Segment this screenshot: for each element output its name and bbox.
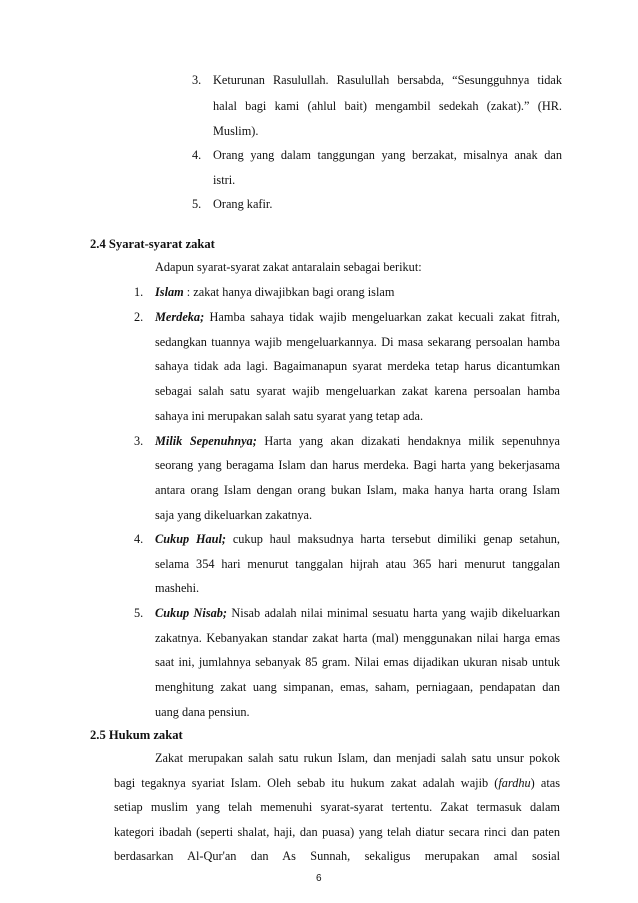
list-line: Orang yang dalam tanggungan yang berzakat, misalnya anak dan [213, 148, 562, 162]
section-intro: Adapun syarat-syarat zakat antaralain sebagai berikut: [155, 260, 422, 274]
list-line: saat ini, jumlahnya sebanyak 85 gram. Nilai emas dijadikan ukuran nisab untuk [155, 655, 560, 669]
list-line: Keturunan Rasulullah. Rasulullah bersabda, “Sesungguhnya tidak [213, 73, 562, 87]
term: Islam [155, 285, 184, 299]
term: Milik Sepenuhnya; [155, 434, 257, 448]
list-number: 4. [134, 532, 144, 546]
list-line: sedangkan tuannya wajib mengeluarkannya. Di masa sekarang persoalan hamba [155, 335, 560, 349]
list-line: Orang kafir. [213, 197, 273, 211]
list-line [155, 433, 560, 449]
paragraph-line: Zakat merupakan salah satu rukun Islam, dan menjadi salah satu unsur pokok [155, 751, 560, 765]
list-number: 2. [134, 310, 144, 324]
list-line [155, 284, 394, 300]
paragraph-line: berdasarkan Al-Qur'an dan As Sunnah, sekaligus merupakan amal sosial [114, 849, 560, 863]
separator: : [183, 285, 194, 299]
list-line: uang dana pensiun. [155, 705, 250, 719]
list-line: selama 354 hari menurut tanggalan hijrah atau 365 hari menurut tanggalan [155, 557, 560, 571]
list-number: 1. [134, 285, 144, 299]
section-heading: 2.4 Syarat-syarat zakat [90, 237, 215, 251]
list-number: 3. [192, 73, 202, 87]
list-line: antara orang Islam dengan orang bukan Islam, maka hanya harta orang Islam [155, 483, 560, 497]
text: cukup haul maksudnya harta tersebut dimiliki genap setahun, [232, 532, 560, 546]
text: ) atas [530, 776, 560, 790]
list-line: sahaya tidak ada lagi. Bagaimanapun syarat merdeka tetap harus dicantumkan [155, 359, 560, 373]
text: Hamba sahaya tidak wajib mengeluarkan zakat kecuali zakat fitrah, [209, 310, 560, 324]
text: Harta yang akan dizakati hendaknya milik sepenuhnya [264, 434, 560, 448]
list-line: Muslim). [213, 124, 259, 138]
list-line: istri. [213, 173, 236, 187]
list-line: menghitung zakat uang simpanan, emas, saham, perniagaan, pendapatan dan [155, 680, 560, 694]
term: Merdeka; [155, 310, 205, 324]
list-line: mashehi. [155, 581, 200, 595]
list-line: halal bagi kami (ahlul bait) mengambil sedekah (zakat).” (HR. [213, 99, 562, 113]
page-number: 6 [316, 873, 322, 884]
separator [226, 532, 233, 546]
text: bagi tegaknya syariat Islam. Oleh sebab itu hukum zakat adalah wajib ( [114, 776, 499, 790]
list-line [155, 531, 560, 547]
list-line: zakatnya. Kebanyakan standar zakat harta (mal) menggunakan nilai harga emas [155, 631, 560, 645]
list-number: 5. [134, 606, 144, 620]
list-number: 5. [192, 197, 202, 211]
list-number: 4. [192, 148, 202, 162]
paragraph-line: setiap muslim yang telah memenuhi syarat-syarat tertentu. Zakat termasuk dalam [114, 800, 560, 814]
paragraph-line [114, 775, 560, 791]
list-line [155, 605, 560, 621]
italic-term: fardhu [498, 776, 531, 790]
term: Cukup Haul; [155, 532, 227, 546]
list-line: sebagai salah satu syarat wajib mengeluarkan zakat karena persoalan hamba [155, 384, 560, 398]
term: Cukup Nisab; [155, 606, 228, 620]
text: zakat hanya diwajibkan bagi orang islam [193, 285, 395, 299]
section-heading: 2.5 Hukum zakat [90, 728, 183, 742]
list-line: sahaya ini merupakan salah satu syarat yang tetap ada. [155, 409, 424, 423]
list-line: saja yang dikeluarkan zakatnya. [155, 508, 313, 522]
text: Nisab adalah nilai minimal sesuatu harta yang wajib dikeluarkan [231, 606, 560, 620]
list-line [155, 309, 560, 325]
list-number: 3. [134, 434, 144, 448]
list-line: seorang yang beragama Islam dan harus merdeka. Bagi harta yang bekerjasama [155, 458, 560, 472]
paragraph-line: kategori ibadah (seperti shalat, haji, dan puasa) yang telah diatur secara rinci dan paten [114, 825, 560, 839]
